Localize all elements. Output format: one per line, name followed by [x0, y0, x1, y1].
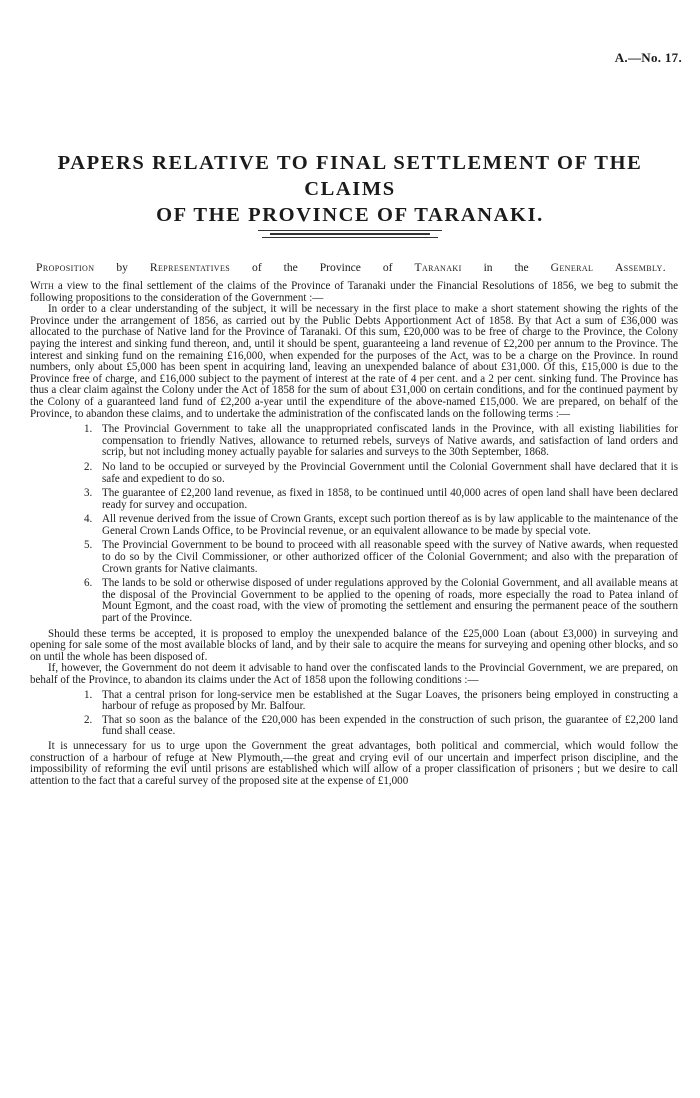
proposition-representatives: Representatives — [149, 261, 231, 274]
paragraph-rights: In order to a clear understanding of the subject, it will be necessary in the first place to make a short statement showing the rights of the Province under the arrangement of 1856, as carried out by the Public Debts Apportionment Act of 1858. By that Act a sum of £36,000 was allocated to the purchase of Native land for the Province of Taranaki. Of this sum, £20,000 was to be free of charge to the Province, the Colony paying the interest and sinking fund thereon, and, until it should be spent, guaranteeing a land revenue of £2,200 per annum to the Province. The interest and sinking fund on the remaining £16,000, when expended for the purposes of the Act, was to be a charge on the Province. In round numbers, only about £5,000 has been spent in acquiring land, leaving an unexpended balance of about £31,000. Of this, £15,000 is due to the Province free of charge, and £16,000 subject to the payment of interest at the rate of 4 per cent. and a 2 per cent. sinking fund. The Province has thus a clear claim against the Colony under the Act of 1858 for the sum of about £31,000 on certain conditions, and for the continued payment by the Colony of a guaranteed land fund of £2,200 a-year until the expenditure of the above-named £15,000. We are prepared, on behalf of the Province, to abandon these claims, and to undertake the administration of the confiscated lands on the following terms :— — [30, 303, 678, 420]
document-reference: A.—No. 17. — [614, 50, 682, 65]
condition-item-2 — [84, 713, 678, 738]
term-number: 5. — [84, 539, 93, 552]
title-line-1: PAPERS RELATIVE TO FINAL SETTLEMENT OF THE CLAIMS — [57, 152, 643, 200]
proposition-by: by — [116, 261, 128, 274]
conditions-list — [30, 690, 678, 738]
term-text: All revenue derived from the issue of Crown Grants, except such portion thereof as is by law applicable to the maintenance of the General Crown Lands Office, to be Provincial revenue, or an equivalent allowance to be made by special vote. — [102, 513, 678, 537]
condition-number: 2. — [84, 713, 93, 726]
condition-item-1 — [84, 688, 678, 713]
proposition-of-province: of the Province of — [252, 261, 393, 274]
title-rule-bottom — [262, 237, 438, 238]
term-text: The Provincial Government to take all the unappropriated confiscated lands in the Province, with all existing liabilities for compensation to friendly Natives, allowance to returned rebels, surveys of Native awards, and satisfaction of land orders and scrip, but not including money actually payable for salaries and surveys to the 30th September, 1868. — [102, 423, 678, 459]
proposition-heading — [36, 260, 666, 275]
proposition-general-assembly: General Assembly. — [550, 261, 667, 274]
intro-paragraph — [30, 281, 678, 304]
terms-list — [30, 424, 678, 625]
intro-first-word: With — [30, 280, 54, 292]
proposition-taranaki: Taranaki — [414, 261, 462, 274]
title-rule-middle — [270, 233, 430, 235]
term-item-5 — [84, 539, 678, 575]
paragraph-loan: Should these terms be accepted, it is proposed to employ the unexpended balance of the £25,000 Loan (about £3,000) in surveying and opening for sale some of the most available blocks of land, and by their sale to acquire the means for surveying and opening other blocks, and so on until the whole has been disposed of. — [30, 627, 678, 663]
term-number: 4. — [84, 513, 93, 526]
title-line-2: OF THE PROVINCE OF TARANAKI. — [156, 204, 544, 226]
term-number: 6. — [84, 577, 93, 590]
intro-text: a view to the final settlement of the claims of the Province of Taranaki under the Financial Resolutions of 1856, we beg to submit the following propositions to the consideration of the Government :— — [30, 280, 678, 304]
term-number: 2. — [84, 460, 93, 473]
term-text: The guarantee of £2,200 land revenue, as fixed in 1858, to be continued until 40,000 acres of open land shall have been declared ready for survey and occupation. — [102, 487, 678, 511]
term-text: The Provincial Government to be bound to proceed with all reasonable speed with the survey of Native awards, when requested to do so by the Civil Commissioner, or other authorized officer of the Colonial Government; and also with the preparation of Crown grants for Native claimants. — [102, 539, 678, 575]
proposition-in-the: in the — [483, 261, 529, 274]
term-number: 1. — [84, 423, 93, 436]
term-item-1 — [84, 423, 678, 459]
condition-text: That so soon as the balance of the £20,000 has been expended in the construction of such prison, the guarantee of £2,200 land fund shall cease. — [102, 713, 678, 738]
term-text: The lands to be sold or otherwise disposed of under regulations approved by the Colonial Government, and all available means at the disposal of the Provincial Government to be applied to the opening of roads, more especially the road to Patea inland of Mount Egmont, and the coast road, with the view of promoting the settlement and ensuring the permanent peace of the southern part of the Province. — [102, 577, 678, 625]
paragraph-alternative: If, however, the Government do not deem it advisable to hand over the confiscated lands to the Provincial Government, we are prepared, on behalf of the Province, to abandon its claims under the Act of 1858 upon the following conditions :— — [30, 662, 678, 686]
condition-text: That a central prison for long-service men be established at the Sugar Loaves, the prisoners being employed in constructing a harbour of refuge as proposed by Mr. Balfour. — [102, 688, 678, 713]
paragraph-harbour: It is unnecessary for us to urge upon the Government the great advantages, both political and commercial, which would follow the construction of a harbour of refuge at New Plymouth,—the great and crying evil of our uncertain and imperfect prison discipline, and the impossibility of reforming the evil until prisons are established which will allow of a proper classification of prisoners ; but we desire to call attention to the fact that a careful survey of the proposed site at the expense of £1,000 — [30, 739, 678, 787]
condition-number: 1. — [84, 688, 93, 701]
term-item-4 — [84, 513, 678, 537]
term-item-2 — [84, 460, 678, 485]
term-number: 3. — [84, 487, 93, 500]
title-rule-top — [258, 230, 442, 231]
document-body — [30, 281, 678, 787]
document-title — [30, 150, 670, 228]
proposition-word: Proposition — [36, 261, 95, 274]
term-item-3 — [84, 487, 678, 511]
term-text: No land to be occupied or surveyed by the Provincial Government until the Colonial Government shall have declared that it is safe and expedient to do so. — [102, 460, 678, 485]
term-item-6 — [84, 577, 678, 625]
